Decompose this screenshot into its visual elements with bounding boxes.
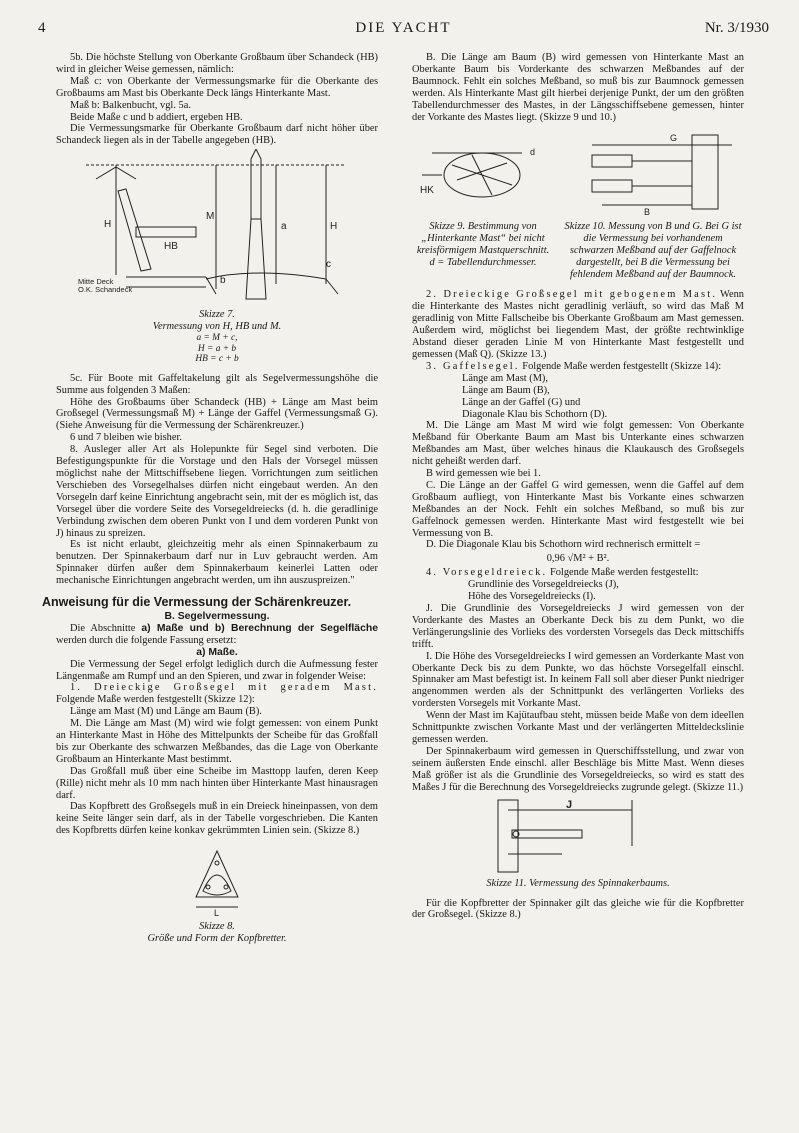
paragraph-5b-b: Maß b: Balkenbucht, vgl. 5a. [70, 99, 191, 111]
figure-7-drawing [56, 149, 378, 307]
svg-text:H: H [104, 219, 112, 231]
paragraph-8-2: Es ist nicht erlaubt, gleichzeitig mehr als einen Spinnakerbaum zu benutzen. Der Spinnakerbaum darf nur in Luv gebraucht werden. Am Spinnaker dürfen außer dem Spinnakerbaum keinerlei Latten oder mechanische Einrichtungen angebracht werden, um ihn auszuspreizen." [56, 539, 378, 587]
figure-11-drawing [412, 796, 744, 876]
svg-text:H: H [330, 221, 338, 233]
paragraph-kajuete: Wenn der Mast im Kajütaufbau steht, müssen beide Maße von dem ideellen Schnittpunkte zwischen Vorkante Mast und der verlängerten Mitteldeckslinie gemessen werden. [412, 710, 744, 745]
paragraph-4-title: 4. Vorsegeldreieck. [426, 567, 548, 579]
svg-text:HB: HB [164, 241, 178, 253]
subheading-segelvermessung: B. Segelvermessung. [164, 610, 270, 622]
subheading-masse: a) Maße. [196, 646, 238, 658]
list-item-baum: Länge am Baum (B), [462, 384, 550, 396]
paragraph-5b-mark: Die Vermessungsmarke für Oberkante Großbaum darf nicht höher über Schandeck liegen als in der Tabelle angegeben (HB). [56, 123, 378, 147]
figure-7-formula-1: a = M + c, [196, 333, 238, 344]
paragraph-abschnitte [56, 623, 378, 647]
paragraph-8: 8. Ausleger aller Art als Holepunkte für Segel sind verboten. Die Befestigungspunkte für die Vorstage und den Hals der Vorsegel müssen möglichst nahe der Mittschiffsebene liegen. Vorrichtungen zum seitlichen Verschieben des Vorsegelhalses dürfen nicht eingebaut werden. An den Vorsegeln darf keine Einrichtung angebracht sein, mit der es möglich ist, das Vorsegel über die vordere Seite des Vorsegeldreiecks (d. h. die geradlinige Verbindung zwischen dem oberen Punkt von I und dem vorderen Punkt von J) hinaus zu spreizen. [56, 444, 378, 539]
magazine-title: DIE YACHT [355, 20, 452, 36]
figure-10-caption: Skizze 10. Messung von B und G. Bei G ist die Vermessung bei vorhandenem schwarzen Meßband auf der Gaffelnock dargestellt, bei B die Vermessung bei fehlendem Meßband auf der Baumnock. [564, 221, 742, 281]
figure-11-caption: Skizze 11. Vermessung des Spinnakerbaums. [486, 877, 670, 889]
paragraph-b2: B wird gemessen wie bei 1. [426, 468, 541, 480]
paragraph-5c-2: Höhe des Großbaums über Schandeck (HB) + Länge am Mast beim Großsegel (Vermessungsmaß M) + Länge der Gaffel (Vermessungsmaß G). (Siehe Anweisung für die Vermessung der Schärenkreuzer.) [56, 396, 378, 432]
paragraph-4-rest: Folgende Maße werden festgestellt: [549, 567, 699, 579]
svg-text:d: d [530, 147, 536, 158]
paragraph-1-rest: Folgende Maße werden festgestellt (Skizze 12): [56, 694, 255, 706]
paragraph-kopfbrett: Das Kopfbrett des Großsegels muß in ein Dreieck hineinpassen, von dem keine Seite länger sein darf, als in der Tabelle vorgeschrieben. Die Kanten des Kopfbretts dürfen keine konkav gekrümmten Linien sein. (Skizze 8.) [56, 801, 378, 837]
right-column [412, 52, 744, 921]
figure-7 [56, 149, 378, 307]
paragraph-3-rest: Folgende Maße werden festgestellt (Skizze 14): [522, 360, 722, 372]
list-item-diagonale: Diagonale Klau bis Schothorn (D). [462, 408, 608, 420]
abschnitte-post: werden durch die folgende Fassung ersetzt: [56, 634, 237, 646]
section-heading: Anweisung für die Vermessung der Schärenkreuzer. [42, 595, 352, 610]
paragraph-c: C. Die Länge an der Gaffel G wird gemessen, wenn die Gaffel auf dem Großbaum aufliegt, von Hinterkante Mast bis Vorkante eines schwarzen Meßbandes an der Nock. Fehlt ein solches Meßband, so muß bis zur Gaffelnock gemessen werden. Hinterkante Mast wird festgestellt wie bei Vermessung von B. [412, 479, 744, 539]
figure-9-caption-block [412, 221, 554, 281]
paragraph-grossfall: Das Großfall muß über eine Scheibe im Masttopp laufen, deren Keep (Rille) nicht mehr als 10 mm nach hinten über Hinterkante Mast hinausragen darf. [56, 765, 378, 801]
paragraph-kopfbretter-spinnaker: Für die Kopfbretter der Spinnaker gilt das gleiche wie für die Kopfbretter der Großsegel. (Skizze 8.) [412, 897, 744, 921]
abschnitte-pre: Die Abschnitte [70, 622, 136, 634]
figure-9-caption: Skizze 9. Bestimmung von „Hinterkante Mast“ bei nicht kreisförmigem Mastquerschnitt. [416, 221, 550, 257]
paragraph-1-list: Länge am Mast (M) und Länge am Baum (B). [70, 706, 262, 718]
svg-text:M: M [206, 211, 215, 223]
paragraph-2 [412, 289, 744, 360]
paragraph-4 [412, 567, 744, 579]
figure-8-label: L [214, 908, 220, 919]
paragraph-vermessung: Die Vermessung der Segel erfolgt lediglich durch die Aufmessung fester Längenmaße am Rumpf und an den Spieren, und zwar in folgender Weise: [56, 658, 378, 682]
figure-8-caption-2: Größe und Form der Kopfbretter. [147, 933, 287, 945]
paragraph-3-title: 3. Gaffelsegel. [426, 360, 520, 372]
list-item-gaffel: Länge an der Gaffel (G) und [462, 396, 581, 408]
paragraph-d: D. Die Diagonale Klau bis Schothorn wird rechnerisch ermittelt = [426, 539, 701, 551]
svg-text:G: G [670, 133, 678, 144]
svg-text:B: B [644, 207, 651, 218]
figure-8-drawing [56, 839, 378, 919]
paragraph-m: M. Die Länge am Mast (M) wird wie folgt gemessen: von einem Punkt an Hinterkante Mast in Höhe des Mittelpunkts der Scheibe für das Großfall bis zur Oberkante des schwarzen Meßbandes, das die Lage von Oberkante Großbaum an Hinterkante Mast bestimmt. [56, 718, 378, 765]
figure-7-formula-3: HB = c + b [195, 354, 239, 365]
paragraph-5b-c: Maß c: von Oberkante der Vermessungsmarke für die Oberkante des Großbaums am Mast bis Oberkante Deck längs Hinterkante Mast. [56, 75, 378, 99]
svg-text:b: b [220, 275, 226, 287]
svg-text:c: c [326, 259, 331, 271]
paragraph-2-rest: Wenn die Hinterkante des Mastes nicht geradlinig verläuft, so wird das Maß M geradlinig von Mitte Fallscheibe bis Oberkante Großbaum am Mast gemessen. Außerdem wird, möglichst bei liegendem Mast, der größte rechtwinklige Abstand dieser geraden Linie M von Hinterkante Mast festgestellt und gemessen (Maß Q). (Skizze 13.) [412, 289, 744, 360]
paragraph-1 [56, 682, 378, 706]
figures-9-10 [412, 125, 744, 219]
list-item-j: Grundlinie des Vorsegeldreiecks (J), [468, 579, 619, 591]
svg-text:a: a [281, 221, 287, 233]
paragraph-5b-sum: Beide Maße c und b addiert, ergeben HB. [70, 111, 243, 123]
figure-captions-row [412, 221, 744, 281]
paragraph-5b: 5b. Die höchste Stellung von Oberkante Großbaum über Schandeck (HB) wird in gleicher Weise gemessen, nämlich: [56, 52, 378, 75]
figure-7-formula-2: H = a + b [197, 343, 237, 354]
paragraph-j: J. Die Grundlinie des Vorsegeldreiecks J wird gemessen von der Vorderkante des Mastes an Oberkante Deck bis zu dem Punkt, wo die Verlängerungslinie des Vorlieks des vordersten Vorsegels das Deck mittschiffs trifft. [412, 603, 744, 650]
paragraph-3 [412, 361, 744, 373]
figure-7-caption-1: Skizze 7. [199, 309, 235, 321]
paragraph-6-7: 6 und 7 bleiben wie bisher. [70, 432, 182, 444]
paragraph-5c: 5c. Für Boote mit Gaffeltakelung gilt als Segelvermessungshöhe die Summe aus folgenden 3 Maßen: [56, 372, 378, 396]
paragraph-m2: M. Die Länge am Mast M wird wie folgt gemessen: Von Oberkante Meßband für Oberkante Baum am Mast bis Unterkante eines schwarzen Meßbandes am Mast, über welches hinaus die Klaukausch des Großsegels nicht geheißt werden darf. [412, 420, 744, 468]
figure-11 [412, 796, 744, 876]
formula-d: 0,96 √M² + B². [546, 553, 610, 565]
paragraph-1-title: 1. Dreieckige Großsegel mit geradem Mast. [70, 682, 378, 694]
paragraph-2-title: 2. Dreieckige Großsegel mit gebogenem Mast. [426, 289, 718, 301]
figure-7-caption-2: Vermessung von H, HB und M. [152, 321, 282, 333]
issue-number: Nr. 3/1930 [704, 20, 769, 36]
figure-9-d: d = Tabellendurchmesser. [429, 257, 537, 269]
figure-11-label: J [566, 798, 573, 811]
abschnitte-bold: a) Maße und b) Berechnung der Segelfläche [141, 622, 378, 634]
figure-8 [56, 839, 378, 919]
left-column [42, 52, 378, 945]
paragraph-b: B. Die Länge am Baum (B) wird gemessen von Hinterkante Mast an Oberkante Baum bis Vorderkante des schwarzen Meßbandes auf der Baumnock. Fehlt ein solches Meßband, so muß bis zur Baumnock gemessen werden. Als Hinterkante Mast gilt hierbei derjenige Punkt, der um den größten Tabellendurchmesser des Mastes, in der Längsschiffsebene gemessen, hinter der Vorkante des Mastes liegt. (Skizze 9 und 10.) [412, 52, 744, 123]
page-number: 4 [38, 20, 46, 36]
figure-9-label: HK [420, 185, 434, 197]
list-item-mast: Länge am Mast (M), [462, 372, 548, 384]
figure-7-label-mitte-deck: Mitte Deck [78, 277, 114, 287]
paragraph-i: I. Die Höhe des Vorsegeldreiecks I wird gemessen an Vorderkante Mast von Oberkante Deck bis zu dem Punkte, wo das höchste Vorsegelfall einschl. Spinnaker am Mast befestigt ist. In keinem Fall soll aber dieser Punkt niedriger angenommen werden als der Schnittpunkt des verlängerten Vorlieks des vordersten Vorsegels mit Vorkante Mast. [412, 650, 744, 710]
figure-7-label-schandeck: O.K. Schandeck [78, 285, 133, 295]
figure-9-10-drawing [412, 125, 744, 219]
list-item-i: Höhe des Vorsegeldreiecks (I). [468, 591, 596, 603]
page-header [38, 20, 769, 40]
paragraph-spinnaker: Der Spinnakerbaum wird gemessen in Querschiffsstellung, und zwar von seinem äußersten Ende einschl. aller Beschläge bis Mitte Mast. Wenn dieses Maß größer ist als die Grundlinie des Vorsegeldreiecks, so wird es statt des Maßes J für die Berechnung des Vorsegeldreiecks zugrunde gelegt. (Skizze 11.) [412, 745, 744, 793]
figure-8-caption-1: Skizze 8. [199, 921, 235, 933]
